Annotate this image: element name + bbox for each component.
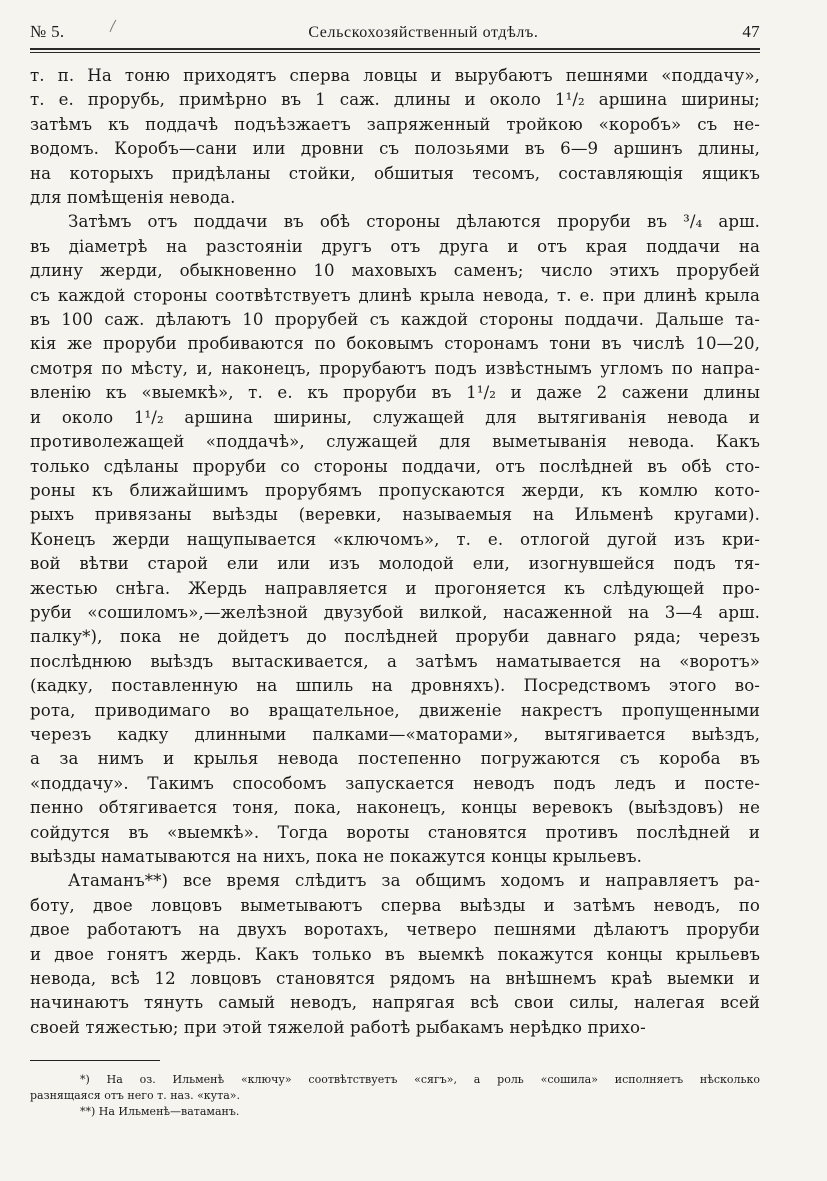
body-line: и около 1¹/₂ аршина ширины, служащей для вытягиванія невода и — [30, 407, 760, 427]
body-line: длину жерди, обыкновенно 10 маховыхъ саменъ; число этихъ прорубей — [30, 261, 760, 281]
body-line: начинаютъ тянуть самый неводъ, напрягая всѣ свои силы, налегая всей — [30, 993, 760, 1013]
body-paragraph — [30, 64, 760, 210]
body-line: жестью снѣга. Жердь направляется и прогоняется къ слѣдующей про- — [30, 578, 760, 598]
body-line: только сдѣланы проруби со стороны поддачи, отъ послѣдней въ обѣ сто- — [30, 456, 760, 476]
body-line: (кадку, поставленную на шпиль на дровняхъ). Посредствомъ этого во- — [30, 676, 760, 696]
running-header — [30, 22, 760, 46]
footnotes — [30, 1072, 760, 1120]
pen-mark-icon — [108, 19, 118, 33]
body-line: черезъ кадку длинными палками—«маторами», вытягивается выѣздъ, — [30, 724, 760, 744]
body-line: и двое гонятъ жердь. Какъ только въ выемкѣ покажутся концы крыльевъ — [30, 944, 760, 964]
header-rule — [30, 48, 760, 50]
header-rule-thin — [30, 52, 760, 53]
body-line: боту, двое ловцовъ выметываютъ сперва выѣзды и затѣмъ неводъ, по — [30, 895, 760, 915]
section-title: Сельскохозяйственный отдѣлъ. — [308, 24, 539, 41]
body-line: затѣмъ къ поддачѣ подъѣзжаетъ запряженный тройкою «коробъ» съ не- — [30, 114, 760, 134]
body-line: роны къ ближайшимъ прорубямъ пропускаются жерди, къ комлю кото- — [30, 480, 760, 500]
footnote-line: разнящаяся отъ него т. наз. «кута». — [30, 1089, 241, 1102]
body-line: двое работаютъ на двухъ воротахъ, четверо пешнями дѣлаютъ проруби — [30, 920, 760, 940]
body-paragraph — [30, 210, 760, 869]
body-line: т. п. На тоню приходятъ сперва ловцы и вырубаютъ пешнями «поддачу», — [30, 66, 760, 85]
body-line: въ діаметрѣ на разстояніи другъ отъ друга и отъ края поддачи на — [30, 236, 760, 256]
body-line: Затѣмъ отъ поддачи въ обѣ стороны дѣлаются проруби въ ³/₄ арш. — [68, 212, 760, 232]
footnote-rule — [30, 1060, 160, 1061]
issue-number: № 5. — [30, 22, 65, 41]
body-line: въ 100 саж. дѣлаютъ 10 прорубей съ каждой стороны поддачи. Дальше та- — [30, 310, 760, 330]
body-line: т. е. прорубь, примѣрно въ 1 саж. длины и около 1¹/₂ аршина ширины; — [30, 90, 760, 110]
body-line: выѣзды наматываются на нихъ, пока не покажутся концы крыльевъ. — [30, 847, 643, 866]
page-number: 47 — [742, 22, 760, 41]
body-line: на которыхъ придѣланы стойки, обшитыя тесомъ, составляющія ящикъ — [30, 163, 760, 183]
body-line: рыхъ привязаны выѣзды (веревки, называемыя на Ильменѣ кругами). — [30, 505, 760, 525]
footnote-line: *) На оз. Ильменѣ «ключу» соотвѣтствуетъ «сягъ», а роль «сошила» исполняетъ нѣсколько — [80, 1073, 760, 1086]
body-line: пенно обтягивается тоня, пока, наконецъ, концы веревокъ (выѣздовъ) не — [30, 798, 760, 818]
body-line: Атаманъ**) все время слѣдитъ за общимъ ходомъ и направляетъ ра- — [68, 871, 760, 891]
footnote-paragraph — [30, 1072, 760, 1104]
body-line: вленію къ «выемкѣ», т. е. къ проруби въ 1¹/₂ и даже 2 сажени длины — [30, 383, 760, 403]
body-line: палку*), пока не дойдетъ до послѣдней проруби давнаго ряда; черезъ — [30, 627, 760, 647]
body-line: съ каждой стороны соотвѣтствуетъ длинѣ крыла невода, т. е. при длинѣ крыла — [30, 285, 760, 305]
body-line: сойдутся въ «выемкѣ». Тогда вороты становятся противъ послѣдней и — [30, 822, 760, 842]
body-line: вой вѣтви старой ели или изъ молодой ели, изогнувшейся подъ тя- — [30, 554, 760, 574]
body-line: руби «сошиломъ»,—желѣзной двузубой вилкой, насаженной на 3—4 арш. — [30, 602, 760, 622]
body-line: Конецъ жерди нащупывается «ключомъ», т. е. отлогой дугой изъ кри- — [30, 529, 760, 549]
body-paragraph — [30, 869, 760, 1040]
body-line: кія же проруби пробиваются по боковымъ сторонамъ тони въ числѣ 10—20, — [30, 334, 760, 354]
body-text — [30, 64, 760, 1040]
body-line: послѣднюю выѣздъ вытаскивается, а затѣмъ наматывается на «воротъ» — [30, 651, 760, 671]
body-line: невода, всѣ 12 ловцовъ становятся рядомъ на внѣшнемъ краѣ выемки и — [30, 969, 760, 989]
body-line: для помѣщенія невода. — [30, 188, 236, 208]
body-line: а за нимъ и крылья невода постепенно погружаются съ короба въ — [30, 749, 760, 769]
body-line: смотря по мѣсту, и, наконецъ, прорубаютъ подъ извѣстнымъ угломъ по напра- — [30, 358, 760, 378]
body-line: рота, приводимаго во вращательное, движеніе накрестъ пропущенными — [30, 700, 760, 720]
footnote-line: **) На Ильменѣ—ватаманъ. — [80, 1105, 240, 1118]
body-line: противолежащей «поддачѣ», служащей для выметыванія невода. Какъ — [30, 432, 760, 452]
footnote-paragraph — [30, 1104, 760, 1120]
body-line: водомъ. Коробъ—сани или дровни съ полозьями въ 6—9 аршинъ длины, — [30, 139, 760, 159]
body-line: своей тяжестью; при этой тяжелой работѣ рыбакамъ нерѣдко прихо- — [30, 1017, 646, 1037]
body-line: «поддачу». Такимъ способомъ запускается неводъ подъ ледъ и посте- — [30, 773, 760, 793]
